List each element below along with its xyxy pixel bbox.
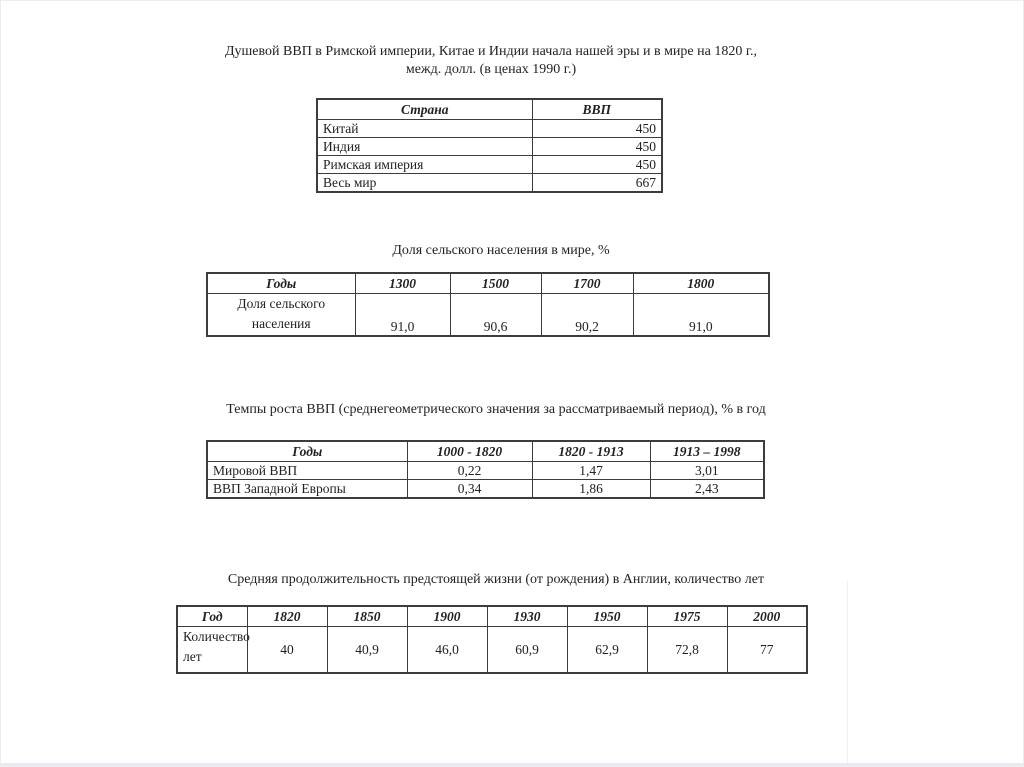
country-cell: Китай [317, 120, 532, 138]
value-cell: 40,9 [327, 627, 407, 674]
column-header-year: 1300 [355, 273, 450, 294]
row-label-cell [177, 627, 250, 674]
row-label-line2: населения [251, 315, 311, 331]
section1-title-line1: Душевой ВВП в Римской империи, Китае и Индии начала нашей эры и в мире на 1820 г., [224, 44, 758, 59]
table-row [317, 156, 662, 174]
value-cell: 2,43 [650, 480, 764, 499]
value-cell: 62,9 [567, 627, 647, 674]
column-header-year: 1950 [567, 606, 647, 627]
column-header-year: 1900 [407, 606, 487, 627]
table-header-row [317, 99, 662, 120]
section4-title: Средняя продолжительность предстоящей жизни (от рождения) в Англии, количество лет [227, 572, 765, 587]
column-header-years: Годы [207, 273, 355, 294]
column-header-year: 1820 [247, 606, 327, 627]
table-row [317, 174, 662, 193]
column-header-year: 1930 [487, 606, 567, 627]
value-cell: 72,8 [647, 627, 727, 674]
value-cell: 450 [532, 156, 662, 174]
country-cell: Весь мир [317, 174, 532, 193]
value-cell: 90,2 [541, 294, 633, 337]
column-header-year: 2000 [727, 606, 807, 627]
life-expectancy-table [176, 605, 808, 674]
value-cell: 60,9 [487, 627, 567, 674]
value-cell: 0,22 [407, 462, 532, 480]
value-cell: 450 [532, 120, 662, 138]
table-row [207, 480, 764, 499]
rural-population-table [206, 272, 770, 337]
column-header-years: Годы [207, 441, 407, 462]
value-cell: 77 [727, 627, 807, 674]
row-label-cell [207, 294, 355, 337]
row-label-line1: Количество [183, 629, 250, 644]
value-cell: 450 [532, 138, 662, 156]
section2-title: Доля сельского населения в мире, % [392, 243, 610, 258]
value-cell: 0,34 [407, 480, 532, 499]
country-cell: Римская империя [317, 156, 532, 174]
column-header-year: 1975 [647, 606, 727, 627]
column-header-year: 1700 [541, 273, 633, 294]
value-cell: 90,6 [450, 294, 541, 337]
value-cell: 91,0 [355, 294, 450, 337]
section1-title [181, 43, 801, 78]
gdp-growth-table [206, 440, 765, 499]
table-row [207, 294, 769, 337]
section3-title: Темпы роста ВВП (среднегеометрического значения за рассматриваемый период), % в год [226, 402, 766, 417]
value-cell: 1,47 [532, 462, 650, 480]
section1-title-line2: межд. долл. (в ценах 1990 г.) [405, 61, 577, 77]
row-label-cell: Мировой ВВП [207, 462, 407, 480]
scan-artifact-line [847, 581, 848, 767]
column-header-gdp: ВВП [532, 99, 662, 120]
country-cell: Индия [317, 138, 532, 156]
table-row [317, 138, 662, 156]
column-header-year: 1500 [450, 273, 541, 294]
value-cell: 667 [532, 174, 662, 193]
table-header-row [207, 273, 769, 294]
column-header-year-label: Год [177, 606, 247, 627]
column-header-year: 1800 [633, 273, 769, 294]
table-row [317, 120, 662, 138]
page-bottom-edge [1, 763, 1023, 766]
value-cell: 46,0 [407, 627, 487, 674]
value-cell: 3,01 [650, 462, 764, 480]
row-label-line2: лет [183, 648, 202, 664]
column-header-country: Страна [317, 99, 532, 120]
row-label-cell: ВВП Западной Европы [207, 480, 407, 499]
column-header-period: 1913 – 1998 [650, 441, 764, 462]
row-label-line1: Доля сельского [237, 296, 326, 311]
column-header-period: 1820 - 1913 [532, 441, 650, 462]
gdp-per-capita-table [316, 98, 663, 193]
value-cell: 1,86 [532, 480, 650, 499]
column-header-year: 1850 [327, 606, 407, 627]
column-header-period: 1000 - 1820 [407, 441, 532, 462]
table-header-row [207, 441, 764, 462]
table-row [177, 627, 807, 674]
table-header-row [177, 606, 807, 627]
value-cell: 40 [247, 627, 327, 674]
table-row [207, 462, 764, 480]
value-cell: 91,0 [633, 294, 769, 337]
